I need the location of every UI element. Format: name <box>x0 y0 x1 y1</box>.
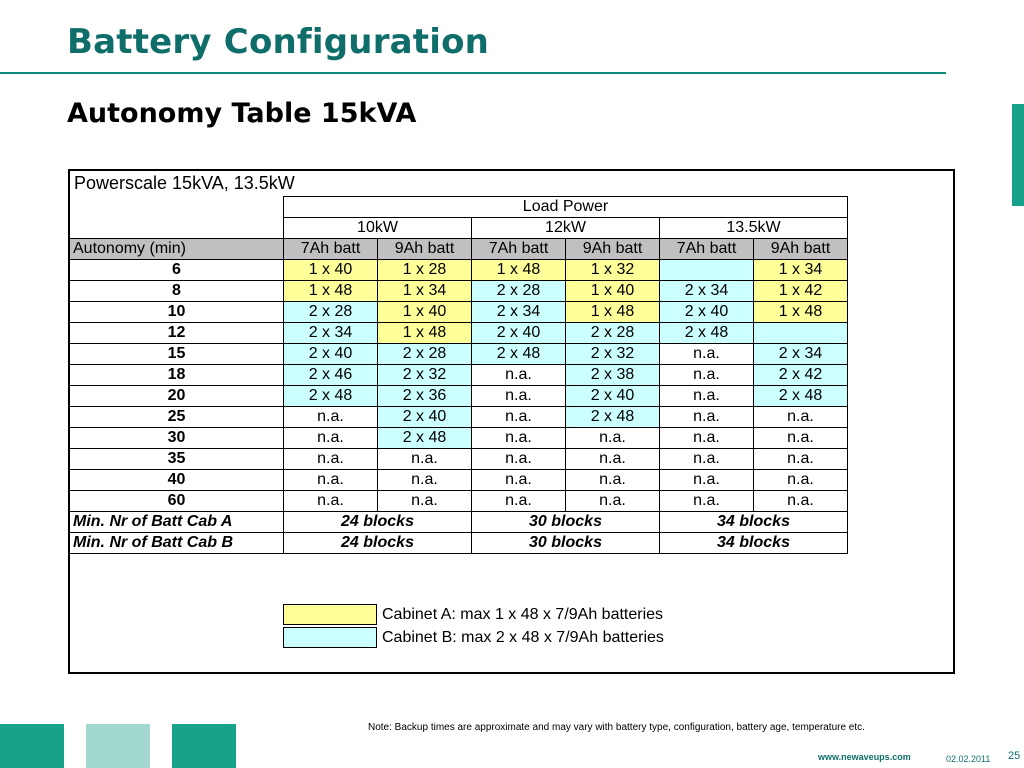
legend-swatch-cabinet-a <box>283 604 377 625</box>
config-cell: n.a. <box>472 365 566 386</box>
page-number: 25 <box>1008 750 1021 762</box>
config-cell: 2 x 46 <box>284 365 378 386</box>
footer-date: 02.02.2011 <box>946 754 991 764</box>
config-cell: n.a. <box>472 386 566 407</box>
config-cell: 2 x 40 <box>566 386 660 407</box>
config-cell: n.a. <box>566 449 660 470</box>
table-caption: Powerscale 15kVA, 13.5kW <box>74 173 295 193</box>
min-blocks-cell: 24 blocks <box>284 512 472 533</box>
config-cell: 2 x 28 <box>284 302 378 323</box>
footer-url: www.newaveups.com <box>818 752 911 762</box>
min-cabinet-label: Min. Nr of Batt Cab A <box>70 512 284 533</box>
config-cell: n.a. <box>378 449 472 470</box>
config-cell: 2 x 48 <box>754 386 848 407</box>
config-cell: 1 x 34 <box>754 260 848 281</box>
slide-subtitle: Autonomy Table 15kVA <box>67 98 417 129</box>
autonomy-minutes-cell: 18 <box>70 365 284 386</box>
battery-type-header: 9Ah batt <box>378 239 472 260</box>
config-cell: n.a. <box>660 386 754 407</box>
config-cell: 2 x 34 <box>472 302 566 323</box>
config-cell: n.a. <box>378 470 472 491</box>
config-cell: 1 x 28 <box>378 260 472 281</box>
table-row <box>70 407 848 428</box>
config-cell: n.a. <box>754 407 848 428</box>
load-power-header: Load Power <box>284 197 848 218</box>
config-cell: n.a. <box>566 470 660 491</box>
config-cell: n.a. <box>754 449 848 470</box>
config-cell: 2 x 48 <box>566 407 660 428</box>
power-group-row <box>70 218 848 239</box>
table-row <box>70 260 848 281</box>
side-accent-bar <box>1012 104 1024 206</box>
config-cell: n.a. <box>754 470 848 491</box>
config-cell: n.a. <box>660 344 754 365</box>
autonomy-minutes-cell: 6 <box>70 260 284 281</box>
config-cell: 1 x 48 <box>378 323 472 344</box>
config-cell: 2 x 28 <box>472 281 566 302</box>
min-blocks-cell: 34 blocks <box>660 533 848 554</box>
table-row <box>70 323 848 344</box>
battery-type-header: 9Ah batt <box>566 239 660 260</box>
config-cell: n.a. <box>754 491 848 512</box>
config-cell: 2 x 48 <box>660 323 754 344</box>
config-cell: 1 x 32 <box>566 260 660 281</box>
config-cell: 2 x 28 <box>566 323 660 344</box>
config-cell: 1 x 34 <box>378 281 472 302</box>
config-cell: n.a. <box>284 470 378 491</box>
footnote: Note: Backup times are approximate and may vary with battery type, configuration, battery age, temperature etc. <box>368 722 865 733</box>
config-cell: n.a. <box>284 428 378 449</box>
config-cell: n.a. <box>472 407 566 428</box>
config-cell: 1 x 48 <box>566 302 660 323</box>
table-row <box>70 449 848 470</box>
config-cell <box>660 260 754 281</box>
config-cell: n.a. <box>566 491 660 512</box>
min-cabinet-row <box>70 533 848 554</box>
config-cell: n.a. <box>472 428 566 449</box>
config-cell: n.a. <box>472 470 566 491</box>
autonomy-minutes-cell: 10 <box>70 302 284 323</box>
load-power-header-row <box>70 197 848 218</box>
table-row <box>70 365 848 386</box>
config-cell: 2 x 42 <box>754 365 848 386</box>
autonomy-minutes-cell: 20 <box>70 386 284 407</box>
footer-decor-square <box>86 724 150 768</box>
autonomy-minutes-cell: 12 <box>70 323 284 344</box>
title-divider <box>0 72 946 74</box>
power-group-12kw: 12kW <box>472 218 660 239</box>
config-cell: n.a. <box>660 365 754 386</box>
table-row <box>70 302 848 323</box>
battery-type-header: 9Ah batt <box>754 239 848 260</box>
config-cell: n.a. <box>660 491 754 512</box>
config-cell: 2 x 38 <box>566 365 660 386</box>
config-cell: n.a. <box>284 491 378 512</box>
config-cell: 2 x 34 <box>754 344 848 365</box>
config-cell: n.a. <box>284 407 378 428</box>
min-blocks-cell: 30 blocks <box>472 533 660 554</box>
column-header-row <box>70 239 848 260</box>
config-cell: 2 x 32 <box>566 344 660 365</box>
legend-text-cabinet-a: Cabinet A: max 1 x 48 x 7/9Ah batteries <box>382 606 664 623</box>
footer-decor-square <box>172 724 236 768</box>
config-cell: n.a. <box>472 491 566 512</box>
config-cell: 2 x 40 <box>472 323 566 344</box>
min-blocks-cell: 34 blocks <box>660 512 848 533</box>
table-row <box>70 491 848 512</box>
config-cell: 2 x 34 <box>660 281 754 302</box>
config-cell: n.a. <box>660 407 754 428</box>
autonomy-minutes-cell: 25 <box>70 407 284 428</box>
config-cell: 1 x 42 <box>754 281 848 302</box>
config-cell: n.a. <box>284 449 378 470</box>
autonomy-minutes-cell: 35 <box>70 449 284 470</box>
config-cell: 2 x 40 <box>660 302 754 323</box>
table-row <box>70 344 848 365</box>
battery-type-header: 7Ah batt <box>284 239 378 260</box>
legend-text-cabinet-b: Cabinet B: max 2 x 48 x 7/9Ah batteries <box>382 629 664 646</box>
power-group-13-5kw: 13.5kW <box>660 218 848 239</box>
config-cell: n.a. <box>472 449 566 470</box>
autonomy-minutes-cell: 30 <box>70 428 284 449</box>
config-cell: 1 x 40 <box>566 281 660 302</box>
config-cell: 2 x 36 <box>378 386 472 407</box>
min-blocks-cell: 24 blocks <box>284 533 472 554</box>
config-cell: 1 x 40 <box>378 302 472 323</box>
config-cell: n.a. <box>660 428 754 449</box>
autonomy-table <box>69 196 848 554</box>
table-row <box>70 470 848 491</box>
min-cabinet-label: Min. Nr of Batt Cab B <box>70 533 284 554</box>
config-cell: n.a. <box>566 428 660 449</box>
config-cell: n.a. <box>378 491 472 512</box>
config-cell: n.a. <box>660 470 754 491</box>
autonomy-minutes-cell: 60 <box>70 491 284 512</box>
config-cell: 2 x 48 <box>284 386 378 407</box>
table-row <box>70 428 848 449</box>
battery-type-header: 7Ah batt <box>660 239 754 260</box>
autonomy-header: Autonomy (min) <box>70 239 284 260</box>
config-cell <box>754 323 848 344</box>
table-row <box>70 281 848 302</box>
config-cell: 2 x 28 <box>378 344 472 365</box>
config-cell: 1 x 48 <box>472 260 566 281</box>
autonomy-minutes-cell: 8 <box>70 281 284 302</box>
min-blocks-cell: 30 blocks <box>472 512 660 533</box>
table-row <box>70 386 848 407</box>
battery-type-header: 7Ah batt <box>472 239 566 260</box>
config-cell: 1 x 48 <box>284 281 378 302</box>
config-cell: 2 x 32 <box>378 365 472 386</box>
legend-swatch-cabinet-b <box>283 627 377 648</box>
config-cell: n.a. <box>754 428 848 449</box>
config-cell: 1 x 40 <box>284 260 378 281</box>
config-cell: 2 x 48 <box>378 428 472 449</box>
autonomy-minutes-cell: 15 <box>70 344 284 365</box>
config-cell: 2 x 48 <box>472 344 566 365</box>
autonomy-minutes-cell: 40 <box>70 470 284 491</box>
config-cell: 2 x 34 <box>284 323 378 344</box>
slide-title: Battery Configuration <box>67 22 490 62</box>
config-cell: 1 x 48 <box>754 302 848 323</box>
min-cabinet-row <box>70 512 848 533</box>
power-group-10kw: 10kW <box>284 218 472 239</box>
footer-decor-square <box>0 724 64 768</box>
config-cell: 2 x 40 <box>284 344 378 365</box>
config-cell: 2 x 40 <box>378 407 472 428</box>
config-cell: n.a. <box>660 449 754 470</box>
